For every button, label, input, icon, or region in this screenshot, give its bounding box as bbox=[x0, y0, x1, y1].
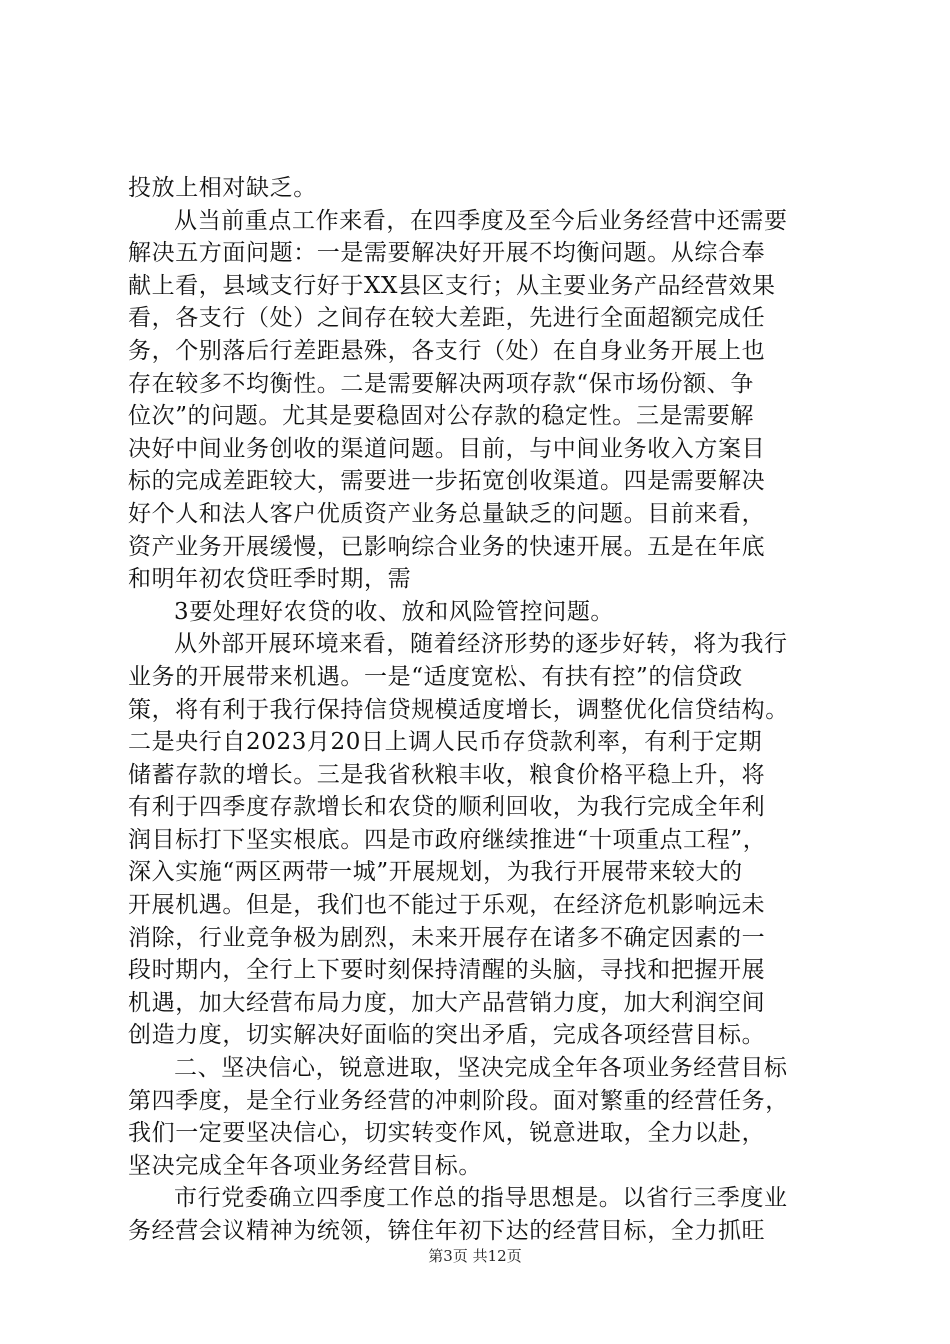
text-line: 位次”的问题。尤其是要稳固对公存款的稳定性。三是需要解 bbox=[128, 403, 754, 430]
text-line: 二是央行自2023月20日上调人民币存贷款利率，有利于定期 bbox=[128, 729, 763, 756]
text-line: 标的完成差距较大，需要进一步拓宽创收渠道。四是需要解决 bbox=[128, 468, 766, 495]
page-footer: 第3页 共12页 bbox=[428, 1247, 522, 1265]
text-line: 业务的开展带来机遇。一是“适度宽松、有扶有控”的信贷政 bbox=[128, 663, 743, 690]
text-line: 看，各支行（处）之间存在较大差距，先进行全面超额完成任 bbox=[128, 305, 766, 332]
text-line: 储蓄存款的增长。三是我省秋粮丰收，粮食价格平稳上升，将 bbox=[128, 761, 766, 788]
text-line: 决好中间业务创收的渠道问题。目前，与中间业务收入方案目 bbox=[128, 435, 766, 462]
text-line: 从当前重点工作来看，在四季度及至今后业务经营中还需要 bbox=[174, 207, 788, 234]
text-line: 消除，行业竞争极为剧烈，未来开展存在诸多不确定因素的一 bbox=[128, 924, 766, 951]
text-line: 开展机遇。但是，我们也不能过于乐观，在经济危机影响远未 bbox=[128, 892, 766, 919]
text-line: 解决五方面问题：一是需要解决好开展不均衡问题。从综合奉 bbox=[128, 240, 766, 267]
text-line: 市行党委确立四季度工作总的指导思想是。以省行三季度业 bbox=[174, 1185, 788, 1212]
text-line: 段时期内，全行上下要时刻保持清醒的头脑，寻找和把握开展 bbox=[128, 957, 766, 984]
text-line: 务经营会议精神为统领，锛住年初下达的经营目标，全力抓旺 bbox=[128, 1218, 766, 1244]
text-line: 坚决完成全年各项业务经营目标。 bbox=[128, 1152, 482, 1179]
text-line: 好个人和法人客户优质资产业务总量缺乏的问题。目前来看， bbox=[128, 500, 766, 527]
text-line: 创造力度，切实解决好面临的突出矛盾，完成各项经营目标。 bbox=[128, 1022, 766, 1049]
text-line: 务，个别落后行差距悬殊，各支行（处）在自身业务开展上也 bbox=[128, 337, 766, 364]
text-line: 二、坚决信心，锐意进取，坚决完成全年各项业务经营目标 bbox=[174, 1055, 788, 1082]
text-line: 机遇，加大经营布局力度，加大产品营销力度，加大利润空间 bbox=[128, 989, 766, 1016]
text-line: 资产业务开展缓慢，已影响综合业务的快速开展。五是在年底 bbox=[128, 533, 766, 560]
text-line: 策，将有利于我行保持信贷规模适度增长，调整优化信贷结构。 bbox=[128, 696, 789, 723]
text-line: 从外部开展环境来看，随着经济形势的逐步好转，将为我行 bbox=[174, 631, 788, 658]
text-line: 我们一定要坚决信心，切实转变作风，锐意进取，全力以赴， bbox=[128, 1120, 766, 1147]
text-line: 献上看，县域支行好于XX县区支行；从主要业务产品经营效果 bbox=[128, 272, 776, 299]
text-line: 存在较多不均衡性。二是需要解决两项存款“保市场份额、争 bbox=[128, 370, 754, 397]
text-line: 润目标打下坚实根底。四是市政府继续推进“十项重点工程”， bbox=[128, 826, 767, 853]
text-line: 和明年初农贷旺季时期，需 bbox=[128, 566, 412, 593]
text-line: 3要处理好农贷的收、放和风险管控问题。 bbox=[174, 598, 615, 625]
text-line: 深入实施“两区两带一城”开展规划，为我行开展带来较大的 bbox=[128, 859, 743, 886]
text-line: 投放上相对缺乏。 bbox=[128, 175, 317, 201]
document-body bbox=[128, 172, 848, 1248]
text-line: 第四季度，是全行业务经营的冲刺阶段。面对繁重的经营任务， bbox=[128, 1087, 789, 1114]
text-line: 有利于四季度存款增长和农贷的顺利回收，为我行完成全年利 bbox=[128, 794, 766, 821]
